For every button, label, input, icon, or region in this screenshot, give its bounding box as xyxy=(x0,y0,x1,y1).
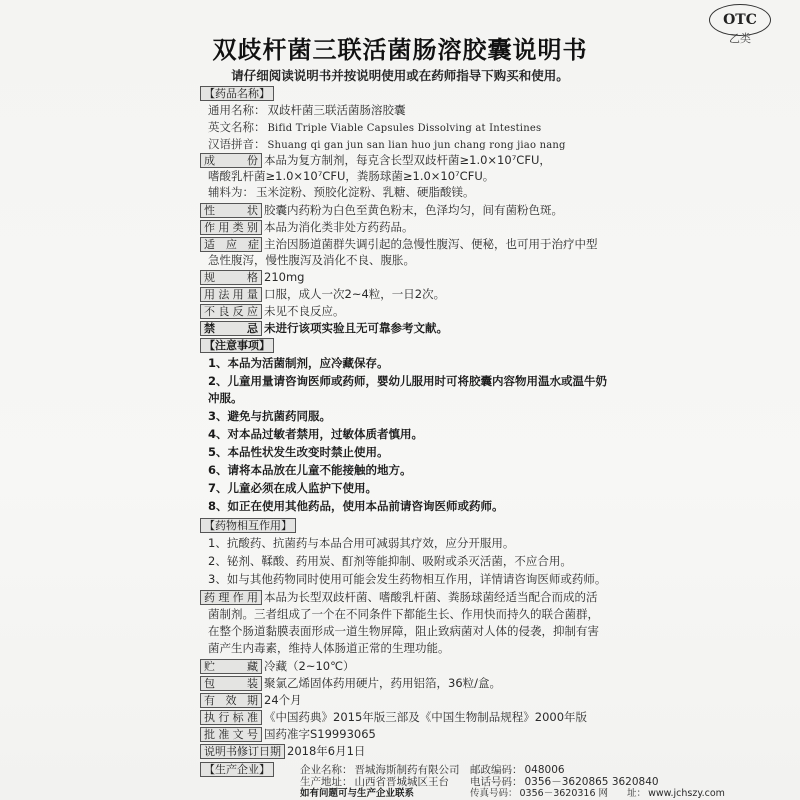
field-value: Shuang qi gan jun san lian huo jun chang rong jiao nang xyxy=(267,140,566,151)
interactions-heading xyxy=(200,518,298,533)
section-label: 禁 忌 xyxy=(200,321,262,336)
field-value: 本品为消化类非处方药药品。 xyxy=(264,220,414,234)
common-name-row xyxy=(208,103,406,118)
section-label: 说明书修订日期 xyxy=(200,744,285,759)
field-label: 传真号码： xyxy=(470,788,518,799)
pinyin-row xyxy=(208,137,566,153)
section-label: 有 效 期 xyxy=(200,693,262,708)
otc-badge: OTC xyxy=(709,4,771,36)
dosage-row xyxy=(200,287,445,302)
storage-row xyxy=(200,659,355,674)
category-row xyxy=(200,220,414,235)
section-label: 批准文号 xyxy=(200,727,262,742)
field-value: 210mg xyxy=(264,270,305,284)
composition-continuation xyxy=(208,169,494,184)
precaution-item: 6、请将本品放在儿童不能接触的地方。 xyxy=(208,463,412,477)
drug-name-heading xyxy=(200,86,276,101)
field-label: 企业名称： xyxy=(300,764,353,776)
otc-class-label: 乙类 xyxy=(729,32,751,45)
section-label: 不良反应 xyxy=(200,304,262,319)
section-label: 【生产企业】 xyxy=(200,762,274,777)
field-value: 口服，成人一次2~4粒，一日2次。 xyxy=(264,287,446,301)
section-label: 规 格 xyxy=(200,270,262,285)
document-title: 双歧杆菌三联活菌肠溶胶囊说明书 xyxy=(212,36,588,64)
section-label: 适 应 症 xyxy=(200,237,262,252)
field-value: 冷藏（2~10℃） xyxy=(264,659,355,673)
field-label: 电话号码： xyxy=(470,776,523,788)
field-value: 0356－3620865 3620840 xyxy=(524,776,659,788)
properties-row xyxy=(200,203,563,218)
indications-row xyxy=(200,237,598,252)
field-value: 未进行该项实验且无可靠参考文献。 xyxy=(264,321,448,335)
field-value: 24个月 xyxy=(264,693,302,707)
field-value: 《中国药典》2015年版三部及《中国生物制品规程》2000年版 xyxy=(264,710,588,724)
standard-row xyxy=(200,710,587,725)
section-label: 作用类别 xyxy=(200,220,262,235)
section-label: 执行标准 xyxy=(200,710,262,725)
package-row xyxy=(200,676,501,691)
field-label: 网 址： xyxy=(598,788,647,799)
precaution-item: 4、对本品过敏者禁用，过敏体质者慎用。 xyxy=(208,427,423,441)
pharmacology-continuation: 菌制剂。三者组成了一个在不同条件下都能生长、作用快而持久的联合菌群， xyxy=(208,607,599,621)
field-value: www.jchszy.com xyxy=(648,788,725,799)
section-label: 【药物相互作用】 xyxy=(200,518,296,533)
english-name-row xyxy=(208,120,541,136)
interaction-item: 2、铋剂、鞣酸、药用炭、酊剂等能抑制、吸附或杀灭活菌，不应合用。 xyxy=(208,554,572,568)
field-value: 048006 xyxy=(524,764,565,776)
excipients-row xyxy=(208,185,475,200)
section-label: 包 装 xyxy=(200,676,262,691)
precaution-item: 7、儿童必须在成人监护下使用。 xyxy=(208,481,377,495)
spec-row xyxy=(200,270,304,285)
field-label: 辅料为： xyxy=(208,185,254,199)
precaution-item-continuation: 冲服。 xyxy=(208,391,243,405)
composition-row xyxy=(200,153,551,168)
field-value: 嗜酸乳杆菌≥1.0×10⁷CFU，粪肠球菌≥1.0×10⁷CFU。 xyxy=(208,169,495,183)
field-value: 山西省晋城城区王台 xyxy=(354,776,449,788)
field-value: 急性腹泻，慢性腹泻及消化不良、腹胀。 xyxy=(208,253,415,267)
pharmacology-row xyxy=(200,590,598,605)
indications-continuation xyxy=(208,253,415,268)
precaution-item: 8、如正在使用其他药品，使用本品前请咨询医师或药师。 xyxy=(208,499,504,513)
precaution-item: 1、本品为活菌制剂，应冷藏保存。 xyxy=(208,356,389,370)
field-value: 本品为复方制剂，每克含长型双歧杆菌≥1.0×10⁷CFU， xyxy=(264,153,551,167)
validity-row xyxy=(200,693,302,708)
contraindications-row xyxy=(200,321,448,336)
section-label: 贮 藏 xyxy=(200,659,262,674)
field-value: 双歧杆菌三联活菌肠溶胶囊 xyxy=(267,103,406,117)
field-value: 国药准字S19993065 xyxy=(264,727,376,741)
field-label: 汉语拼音： xyxy=(208,137,266,151)
field-value: Bifid Triple Viable Capsules Dissolving at Intestines xyxy=(267,123,542,134)
field-value: 主治因肠道菌群失调引起的急慢性腹泻、便秘，也可用于治疗中型 xyxy=(264,237,598,251)
field-value: 玉米淀粉、预胶化淀粉、乳糖、硬脂酸镁。 xyxy=(256,185,475,199)
field-value: 胶囊内药粉为白色至黄色粉末，色泽均匀，间有菌粉色斑。 xyxy=(264,203,563,217)
section-label: 性 状 xyxy=(200,203,262,218)
manufacturer-heading xyxy=(200,762,276,777)
pharmacology-continuation: 在整个肠道黏膜表面形成一道生物屏障，阻止致病菌对人体的侵袭，抑制有害 xyxy=(208,624,599,638)
adverse-row xyxy=(200,304,345,319)
section-label: 成 份 xyxy=(200,153,262,168)
revision-row xyxy=(200,744,365,759)
precaution-item: 5、本品性状发生改变时禁止使用。 xyxy=(208,445,389,459)
section-label: 【注意事项】 xyxy=(200,338,274,353)
section-label: 药理作用 xyxy=(200,590,262,605)
precautions-heading xyxy=(200,338,276,353)
field-value: 本品为长型双歧杆菌、嗜酸乳杆菌、粪肠球菌经适当配合而成的活 xyxy=(264,590,598,604)
field-label: 英文名称： xyxy=(208,120,266,134)
section-label: 【药品名称】 xyxy=(200,86,274,101)
precaution-item: 3、避免与抗菌药同服。 xyxy=(208,409,332,423)
section-label: 用法用量 xyxy=(200,287,262,302)
precaution-item: 2、儿童用量请咨询医师或药师，婴幼儿服用时可将胶囊内容物用温水或温牛奶 xyxy=(208,374,607,388)
approval-row xyxy=(200,727,376,742)
field-value: 聚氯乙烯固体药用硬片，药用铝箔，36粒/盒。 xyxy=(264,676,502,690)
document-subtitle: 请仔细阅读说明书并按说明使用或在药师指导下购买和使用。 xyxy=(231,68,569,83)
footer-text: 如有问题可与生产企业联系 xyxy=(300,788,415,799)
pharmacology-continuation: 菌产生内毒素，维持人体肠道正常的生理功能。 xyxy=(208,641,450,655)
field-value: 晋城海斯制药有限公司 xyxy=(354,764,460,776)
field-value: 2018年6月1日 xyxy=(287,744,366,758)
field-label: 邮政编码： xyxy=(470,764,523,776)
field-label: 生产地址： xyxy=(300,776,353,788)
interaction-item: 1、抗酸药、抗菌药与本品合用可减弱其疗效，应分开服用。 xyxy=(208,536,515,550)
field-value: 未见不良反应。 xyxy=(264,304,345,318)
field-value: 0356－3620316 xyxy=(519,788,596,799)
interaction-item: 3、如与其他药物同时使用可能会发生药物相互作用，详情请咨询医师或药师。 xyxy=(208,572,607,586)
field-label: 通用名称： xyxy=(208,103,266,117)
